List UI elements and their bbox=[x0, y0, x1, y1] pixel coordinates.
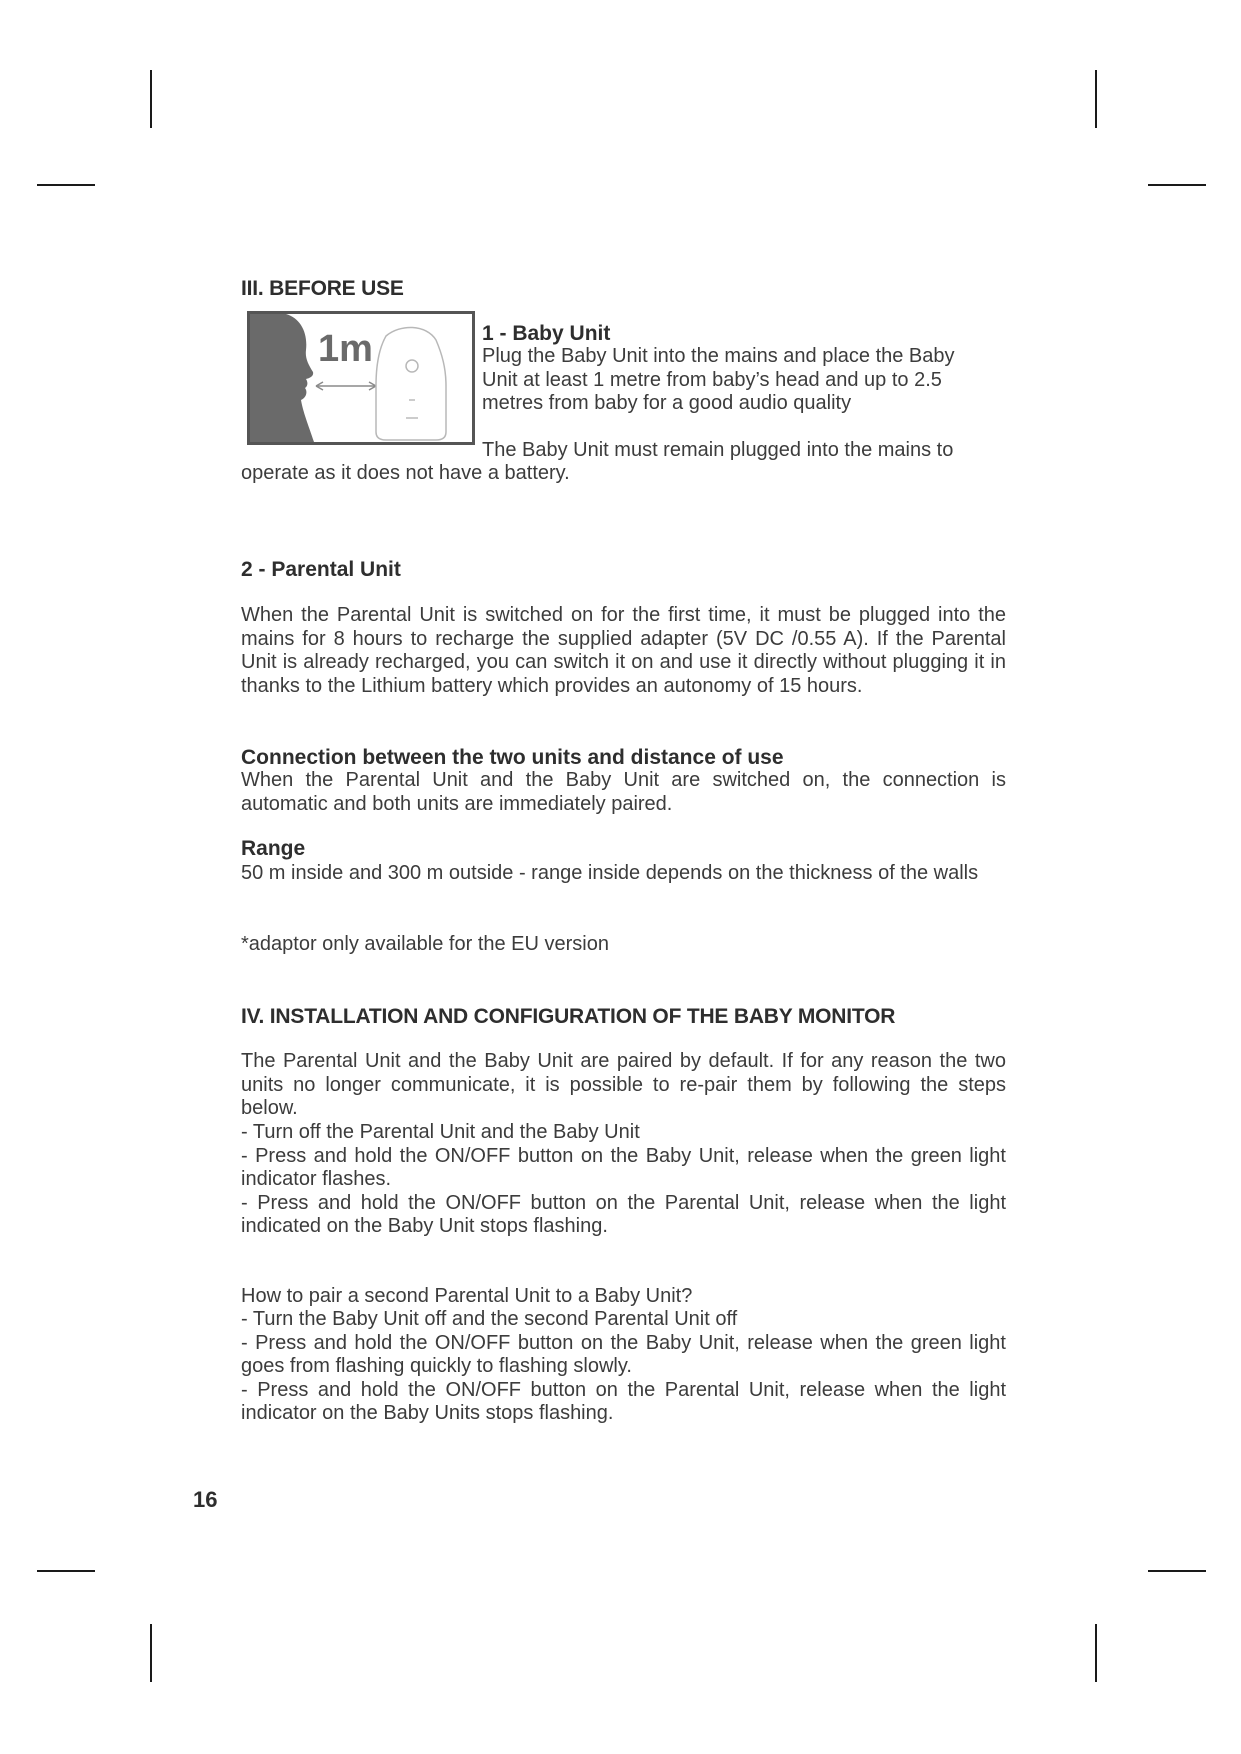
parental-unit-heading: 2 - Parental Unit bbox=[241, 558, 401, 581]
second-unit-question: How to pair a second Parental Unit to a Baby Unit? bbox=[241, 1285, 693, 1307]
crop-mark-top-left-vertical bbox=[150, 70, 152, 128]
pairing-step-3: - Press and hold the ON/OFF button on the Parental Unit, release when the light indicated on the Baby Unit stops flashing. bbox=[241, 1191, 1006, 1237]
crop-mark-top-right-horizontal bbox=[1148, 184, 1206, 186]
installation-intro: The Parental Unit and the Baby Unit are paired by default. If for any reason the two units no longer communicate, it is possible to re-pair them by following the steps below. bbox=[241, 1050, 1006, 1119]
page-number: 16 bbox=[193, 1487, 218, 1512]
battery-note-line-2: operate as it does not have a battery. bbox=[241, 462, 570, 484]
crop-mark-bottom-left-horizontal bbox=[37, 1570, 95, 1572]
baby-unit-text bbox=[482, 345, 1006, 416]
range-heading: Range bbox=[241, 837, 306, 860]
crop-mark-top-right-vertical bbox=[1095, 70, 1097, 128]
pairing-step-2: - Press and hold the ON/OFF button on the Baby Unit, release when the green light indicator flashes. bbox=[241, 1144, 1006, 1190]
connection-text: When the Parental Unit and the Baby Unit are switched on, the connection is automatic and both units are immediately paired. bbox=[241, 769, 1006, 815]
baby-unit-line-1: Plug the Baby Unit into the mains and place the Baby bbox=[482, 345, 955, 367]
crop-mark-bottom-left-vertical bbox=[150, 1624, 152, 1682]
baby-unit-distance-figure bbox=[247, 311, 475, 445]
section-installation-title: IV. INSTALLATION AND CONFIGURATION OF THE BABY MONITOR bbox=[241, 1005, 896, 1028]
second-unit-step-3: - Press and hold the ON/OFF button on the Parental Unit, release when the light indicator on the Baby Units stops flashing. bbox=[241, 1378, 1006, 1424]
pairing-step-1: - Turn off the Parental Unit and the Baby Unit bbox=[241, 1121, 640, 1143]
baby-unit-heading: 1 - Baby Unit bbox=[482, 322, 611, 345]
second-unit-step-1: - Turn the Baby Unit off and the second Parental Unit off bbox=[241, 1308, 738, 1330]
baby-unit-line-3: metres from baby for a good audio quality bbox=[482, 392, 852, 414]
crop-mark-bottom-right-horizontal bbox=[1148, 1570, 1206, 1572]
distance-label: 1m bbox=[318, 328, 373, 370]
crop-mark-top-left-horizontal bbox=[37, 184, 95, 186]
baby-unit-line-2: Unit at least 1 metre from baby’s head and up to 2.5 bbox=[482, 368, 942, 391]
pairing-steps bbox=[241, 1121, 1006, 1239]
section-before-use-title: III. BEFORE USE bbox=[241, 277, 404, 300]
parental-unit-text: When the Parental Unit is switched on for the first time, it must be plugged into the mains for 8 hours to recharge the supplied adapter (5V DC /0.55 A). If the Parental Unit is already recharged, you can switch it on and use it directly without plugging it in thanks to the Lithium battery which provides an autonomy of 15 hours. bbox=[241, 604, 1006, 697]
adaptor-footnote: *adaptor only available for the EU version bbox=[241, 933, 609, 955]
second-unit-steps bbox=[241, 1308, 1006, 1426]
battery-note-line-1: The Baby Unit must remain plugged into the mains to bbox=[482, 439, 954, 461]
second-unit-step-2: - Press and hold the ON/OFF button on the Baby Unit, release when the green light goes from flashing quickly to flashing slowly. bbox=[241, 1331, 1006, 1377]
range-text: 50 m inside and 300 m outside - range inside depends on the thickness of the walls bbox=[241, 862, 979, 884]
connection-heading: Connection between the two units and distance of use bbox=[241, 746, 784, 769]
crop-mark-bottom-right-vertical bbox=[1095, 1624, 1097, 1682]
